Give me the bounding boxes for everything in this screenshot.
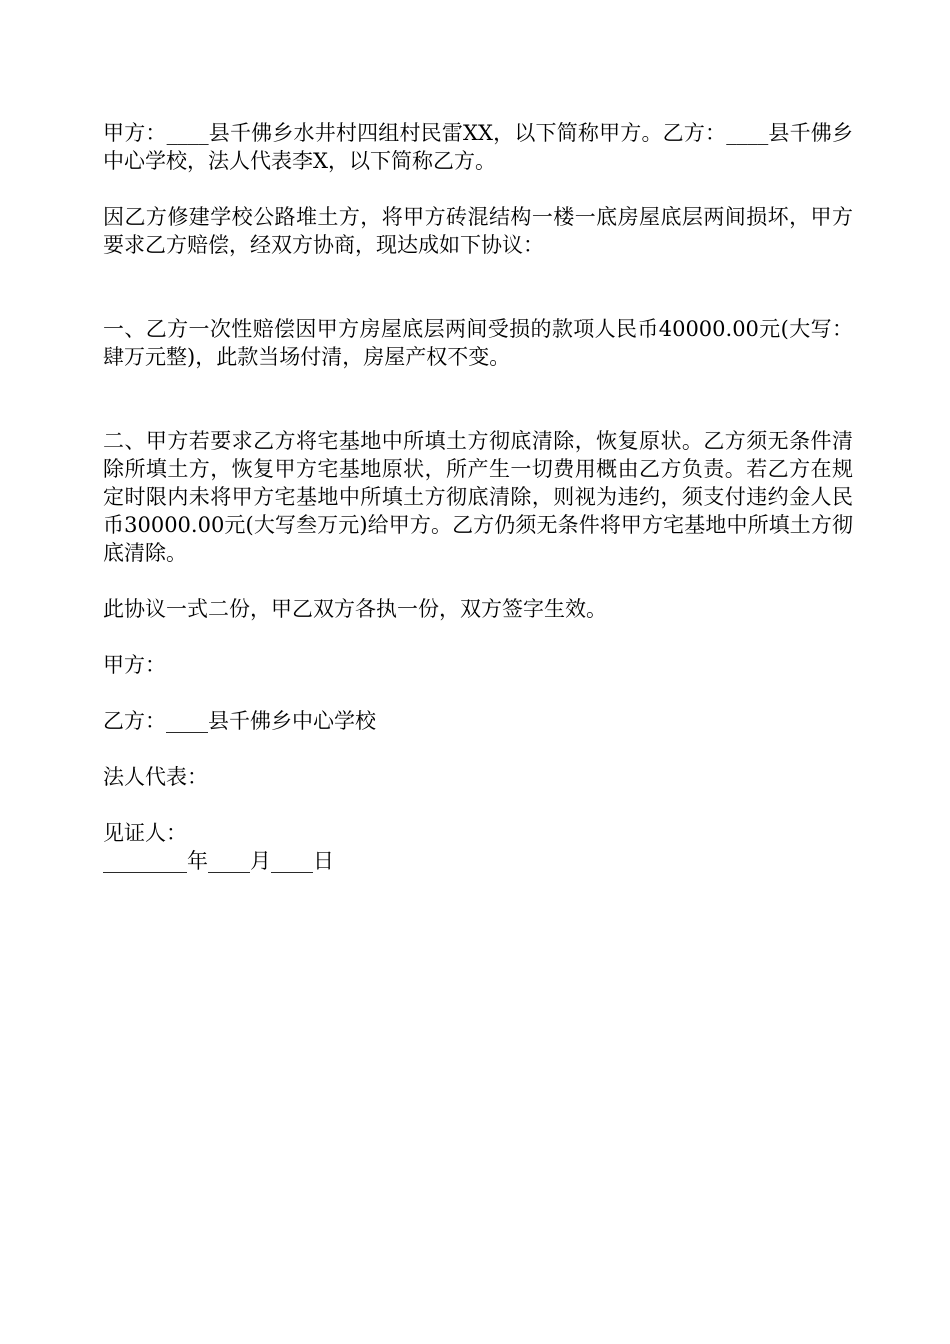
clause-two-paragraph: 二、甲方若要求乙方将宅基地中所填土方彻底清除，恢复原状。乙方须无条件清除所填土方，恢复甲方宅基地原状，所产生一切费用概由乙方负责。若乙方在规定时限内未将甲方宅基地中所填土方彻底清除，则视为违约，须支付违约金人民币30000.00元(大写叁万元)给甲方。乙方仍须无条件将甲方宅基地中所填土方彻底清除。 (103, 429, 853, 565)
party-intro-paragraph: 甲方：____县千佛乡水井村四组村民雷XX，以下简称甲方。乙方：____县千佛乡中心学校，法人代表李X，以下简称乙方。 (103, 121, 853, 173)
date-line: ________年____月____日 (103, 849, 334, 873)
copies-paragraph: 此协议一式二份，甲乙双方各执一份，双方签字生效。 (103, 597, 607, 621)
witness-line: 见证人： (103, 821, 187, 845)
party-b-signature-line: 乙方：____县千佛乡中心学校 (103, 709, 376, 733)
document-page (103, 119, 853, 875)
legal-representative-line: 法人代表： (103, 765, 208, 789)
clause-one-paragraph: 一、乙方一次性赔偿因甲方房屋底层两间受损的款项人民币40000.00元(大写：肆万元整)，此款当场付清，房屋产权不变。 (103, 317, 853, 369)
party-a-signature-line: 甲方： (103, 653, 166, 677)
background-paragraph: 因乙方修建学校公路堆土方，将甲方砖混结构一楼一底房屋底层两间损坏，甲方要求乙方赔偿，经双方协商，现达成如下协议： (103, 205, 853, 257)
